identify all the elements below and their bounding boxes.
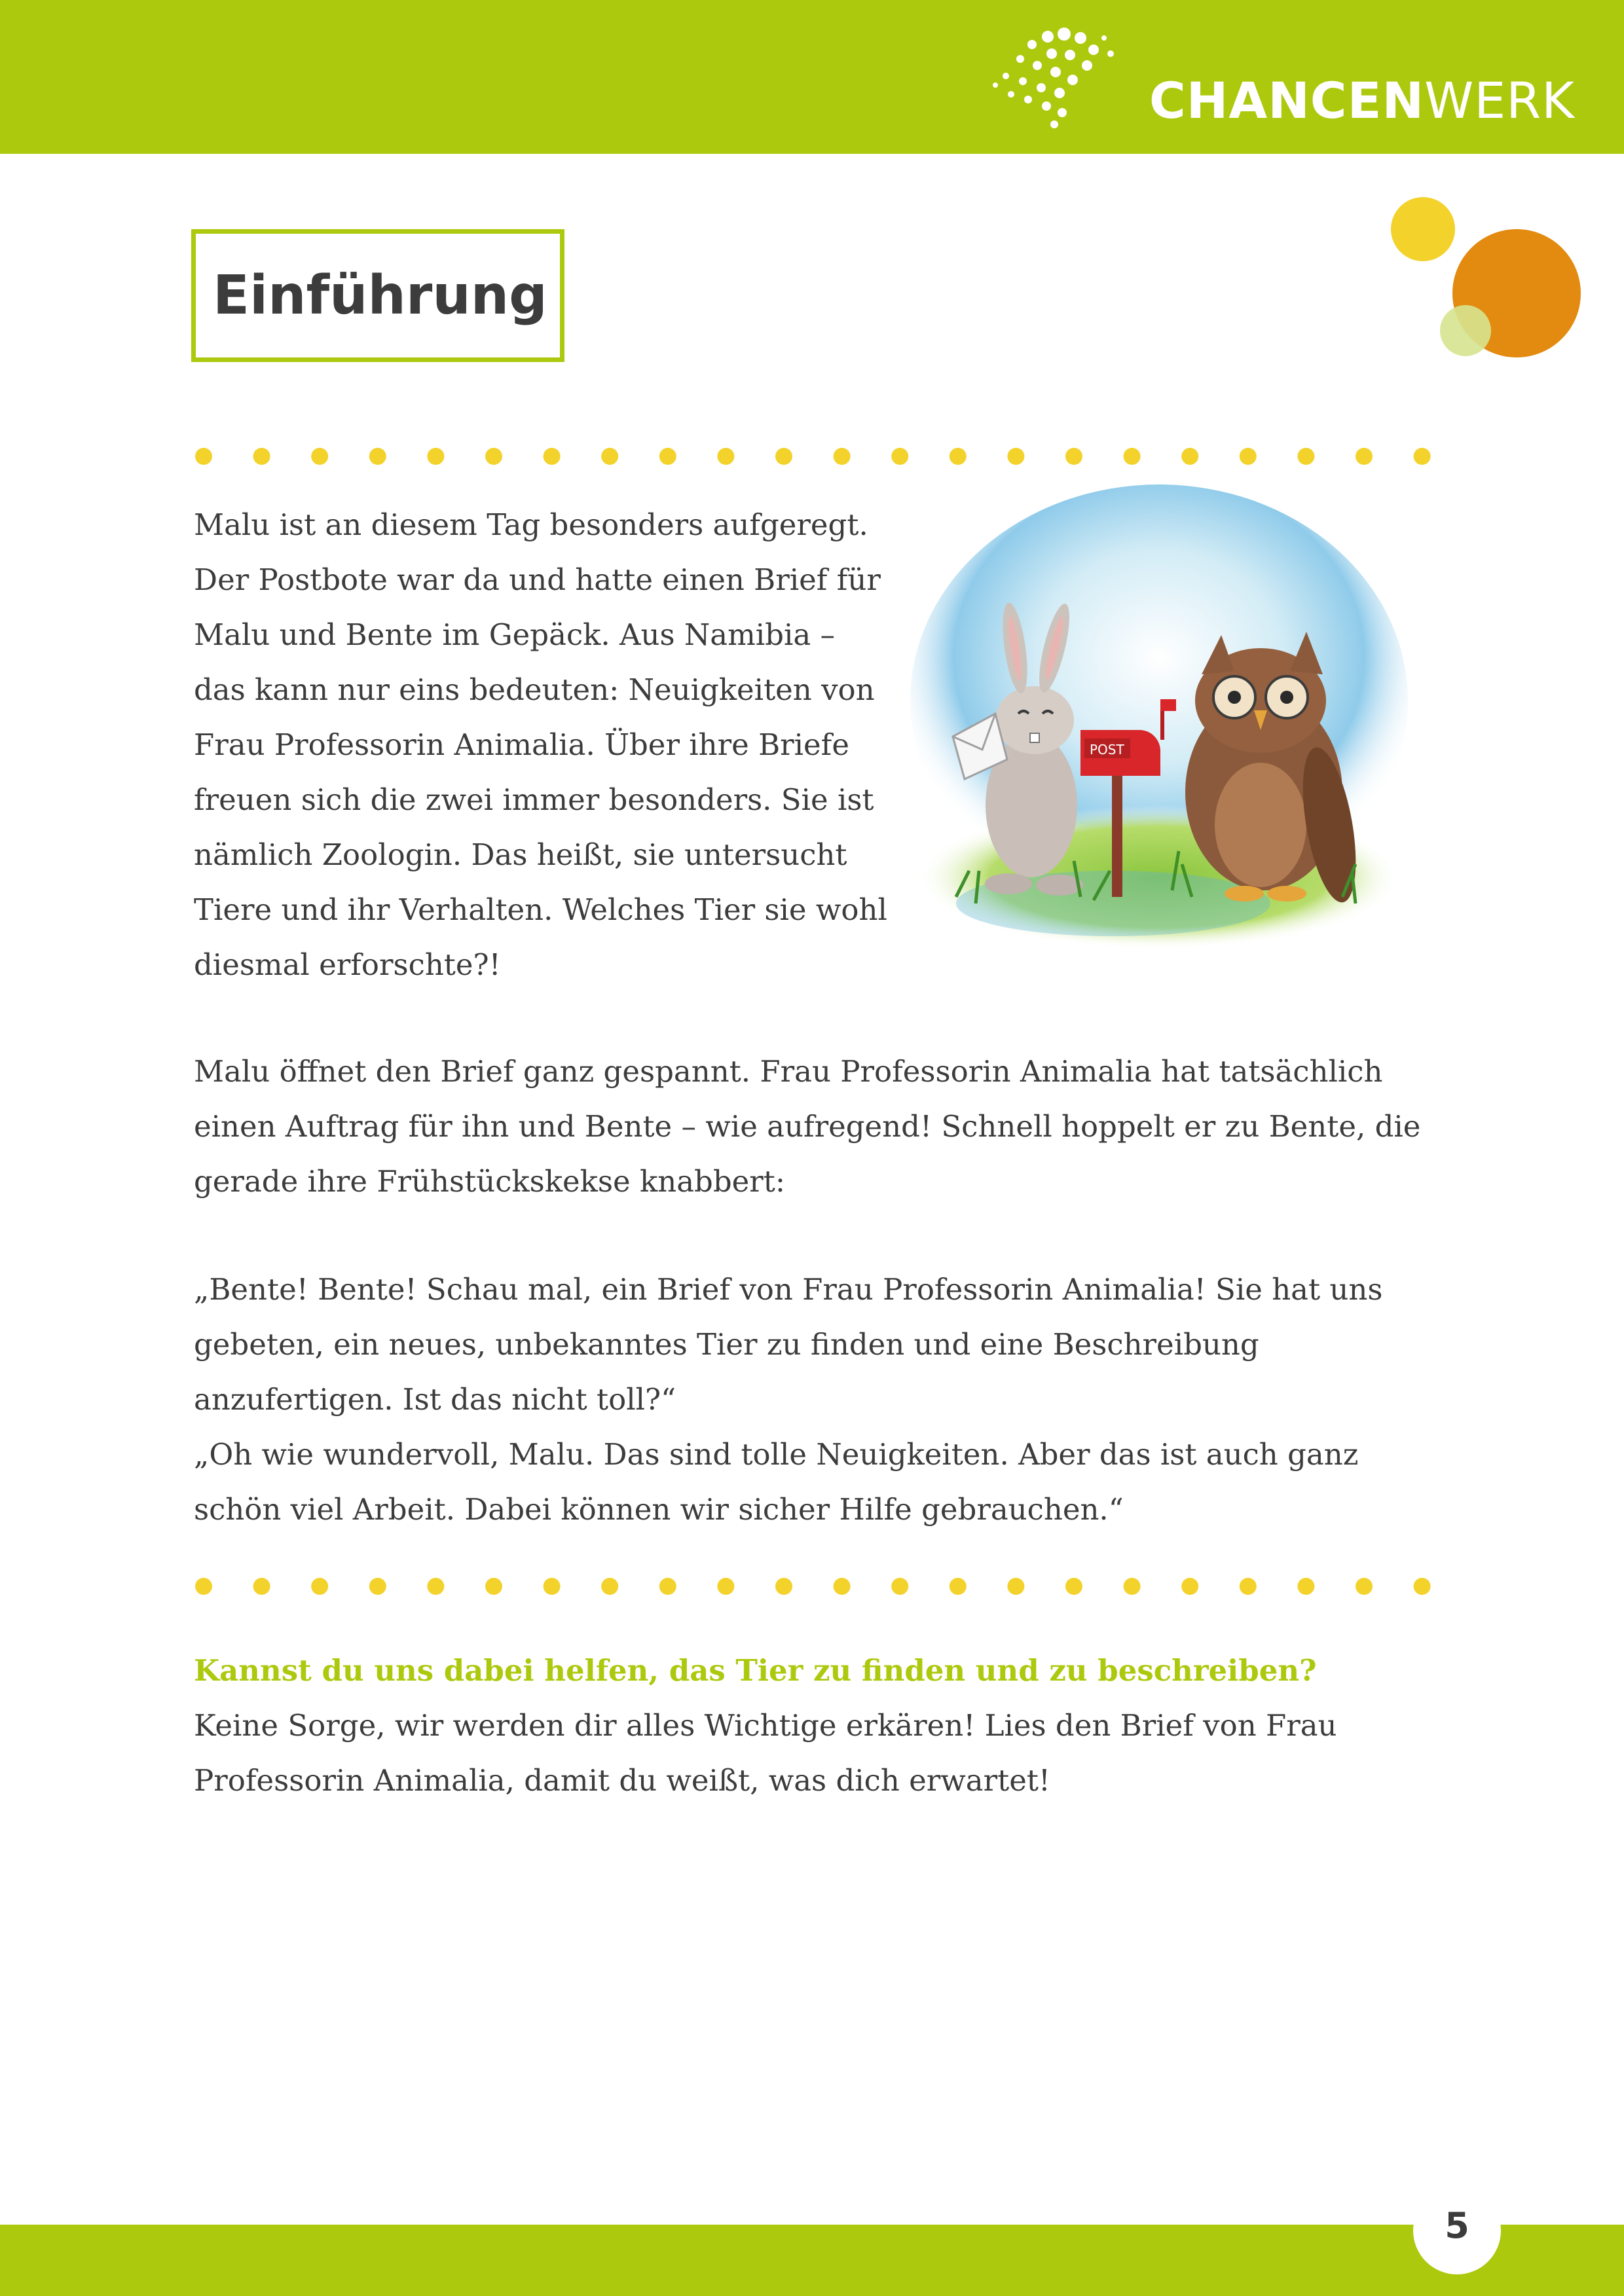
yellow-circle	[1391, 197, 1455, 261]
divider-dot	[1414, 448, 1431, 465]
divider-dot	[1065, 1578, 1082, 1595]
dots-logo-icon	[989, 25, 1126, 130]
divider-dot	[775, 1578, 792, 1595]
divider-dot	[1297, 1578, 1314, 1595]
divider-dot	[544, 1578, 561, 1595]
story-paragraph: Malu öffnet den Brief ganz gespannt. Frau Professorin Animalia hat tatsächlich einen Auftrag für ihn und Bente – wie aufregend! Schnell hoppelt er zu Bente, die gerade ihre Frühstückskekse knabbert:	[194, 1054, 1421, 1199]
brand-name	[1149, 71, 1575, 130]
page-number: 5	[1445, 2205, 1469, 2246]
malu-quote: „Bente! Bente! Schau mal, ein Brief von Frau Professorin Animalia! Sie hat uns gebeten, ein neues, unbekanntes Tier zu finden und eine Beschreibung anzufertigen. Ist das nicht toll?“	[194, 1272, 1383, 1417]
divider-dot	[834, 448, 851, 465]
divider-dot	[891, 448, 908, 465]
page-number-badge	[1413, 2187, 1501, 2274]
divider-dot	[427, 448, 444, 465]
divider-dot	[1181, 1578, 1198, 1595]
footer-bar	[0, 2225, 1624, 2296]
page-title: Einführung	[213, 264, 547, 327]
divider-dot	[950, 1578, 967, 1595]
divider-dot	[485, 1578, 502, 1595]
header-bar	[0, 0, 1624, 154]
divider-dot	[195, 1578, 212, 1595]
divider-dot	[1007, 448, 1024, 465]
divider-dot	[717, 448, 734, 465]
divider-dot	[1297, 448, 1314, 465]
divider-dot	[659, 448, 676, 465]
divider-dot	[1356, 1578, 1373, 1595]
closing-paragraph: Keine Sorge, wir werden dir alles Wichtige erkären! Lies den Brief von Frau Professorin Animalia, damit du weißt, was dich erwartet!	[194, 1708, 1337, 1798]
light-green-circle	[1440, 305, 1491, 356]
divider-dot	[253, 1578, 270, 1595]
divider-dot	[834, 1578, 851, 1595]
divider-dot	[485, 448, 502, 465]
rabbit-and-owl-illustration	[897, 484, 1408, 969]
divider-dot	[1124, 448, 1141, 465]
divider-dot	[311, 1578, 328, 1595]
divider-dot	[950, 448, 967, 465]
section-title-box	[191, 229, 564, 362]
decorative-circles	[1375, 190, 1591, 367]
divider-dot	[601, 1578, 618, 1595]
mailbox-sign: POST	[1090, 742, 1124, 757]
bente-quote: „Oh wie wundervoll, Malu. Das sind tolle Neuigkeiten. Aber das ist auch ganz schön viel Arbeit. Dabei können wir sicher Hilfe gebrauchen.“	[194, 1437, 1359, 1527]
divider-dot	[1356, 448, 1373, 465]
divider-dot	[1124, 1578, 1141, 1595]
divider-dot	[601, 448, 618, 465]
divider-dot	[311, 448, 328, 465]
dotted-divider-bottom	[194, 1576, 1438, 1596]
chancenwerk-logo[interactable]	[989, 25, 1575, 130]
divider-dot	[659, 1578, 676, 1595]
divider-dot	[253, 448, 270, 465]
intro-paragraph: Malu ist an diesem Tag besonders aufgeregt. Der Postbote war da und hatte einen Brief für Malu und Bente im Gepäck. Aus Namibia – das kann nur eins bedeuten: Neuigkeiten von Frau Professorin Animalia. Über ihre Briefe freuen sich die zwei immer besonders. Sie ist nämlich Zoologin. Das heißt, sie untersucht Tiere und ihr Verhalten. Welches Tier sie wohl diesmal erforschte?!	[194, 507, 887, 982]
divider-dot	[195, 448, 212, 465]
divider-dot	[1181, 448, 1198, 465]
divider-dot	[891, 1578, 908, 1595]
dotted-divider-top	[194, 446, 1438, 466]
divider-dot	[1240, 448, 1257, 465]
divider-dot	[427, 1578, 444, 1595]
divider-dot	[1007, 1578, 1024, 1595]
divider-dot	[1065, 448, 1082, 465]
divider-dot	[369, 1578, 386, 1595]
divider-dot	[544, 448, 561, 465]
divider-dot	[1240, 1578, 1257, 1595]
divider-dot	[1414, 1578, 1431, 1595]
brand-name-light: WERK	[1424, 71, 1575, 130]
brand-name-bold: CHANCEN	[1149, 71, 1425, 130]
divider-dot	[369, 448, 386, 465]
divider-dot	[775, 448, 792, 465]
divider-dot	[717, 1578, 734, 1595]
question-heading: Kannst du uns dabei helfen, das Tier zu finden und zu beschreiben?	[194, 1653, 1317, 1688]
